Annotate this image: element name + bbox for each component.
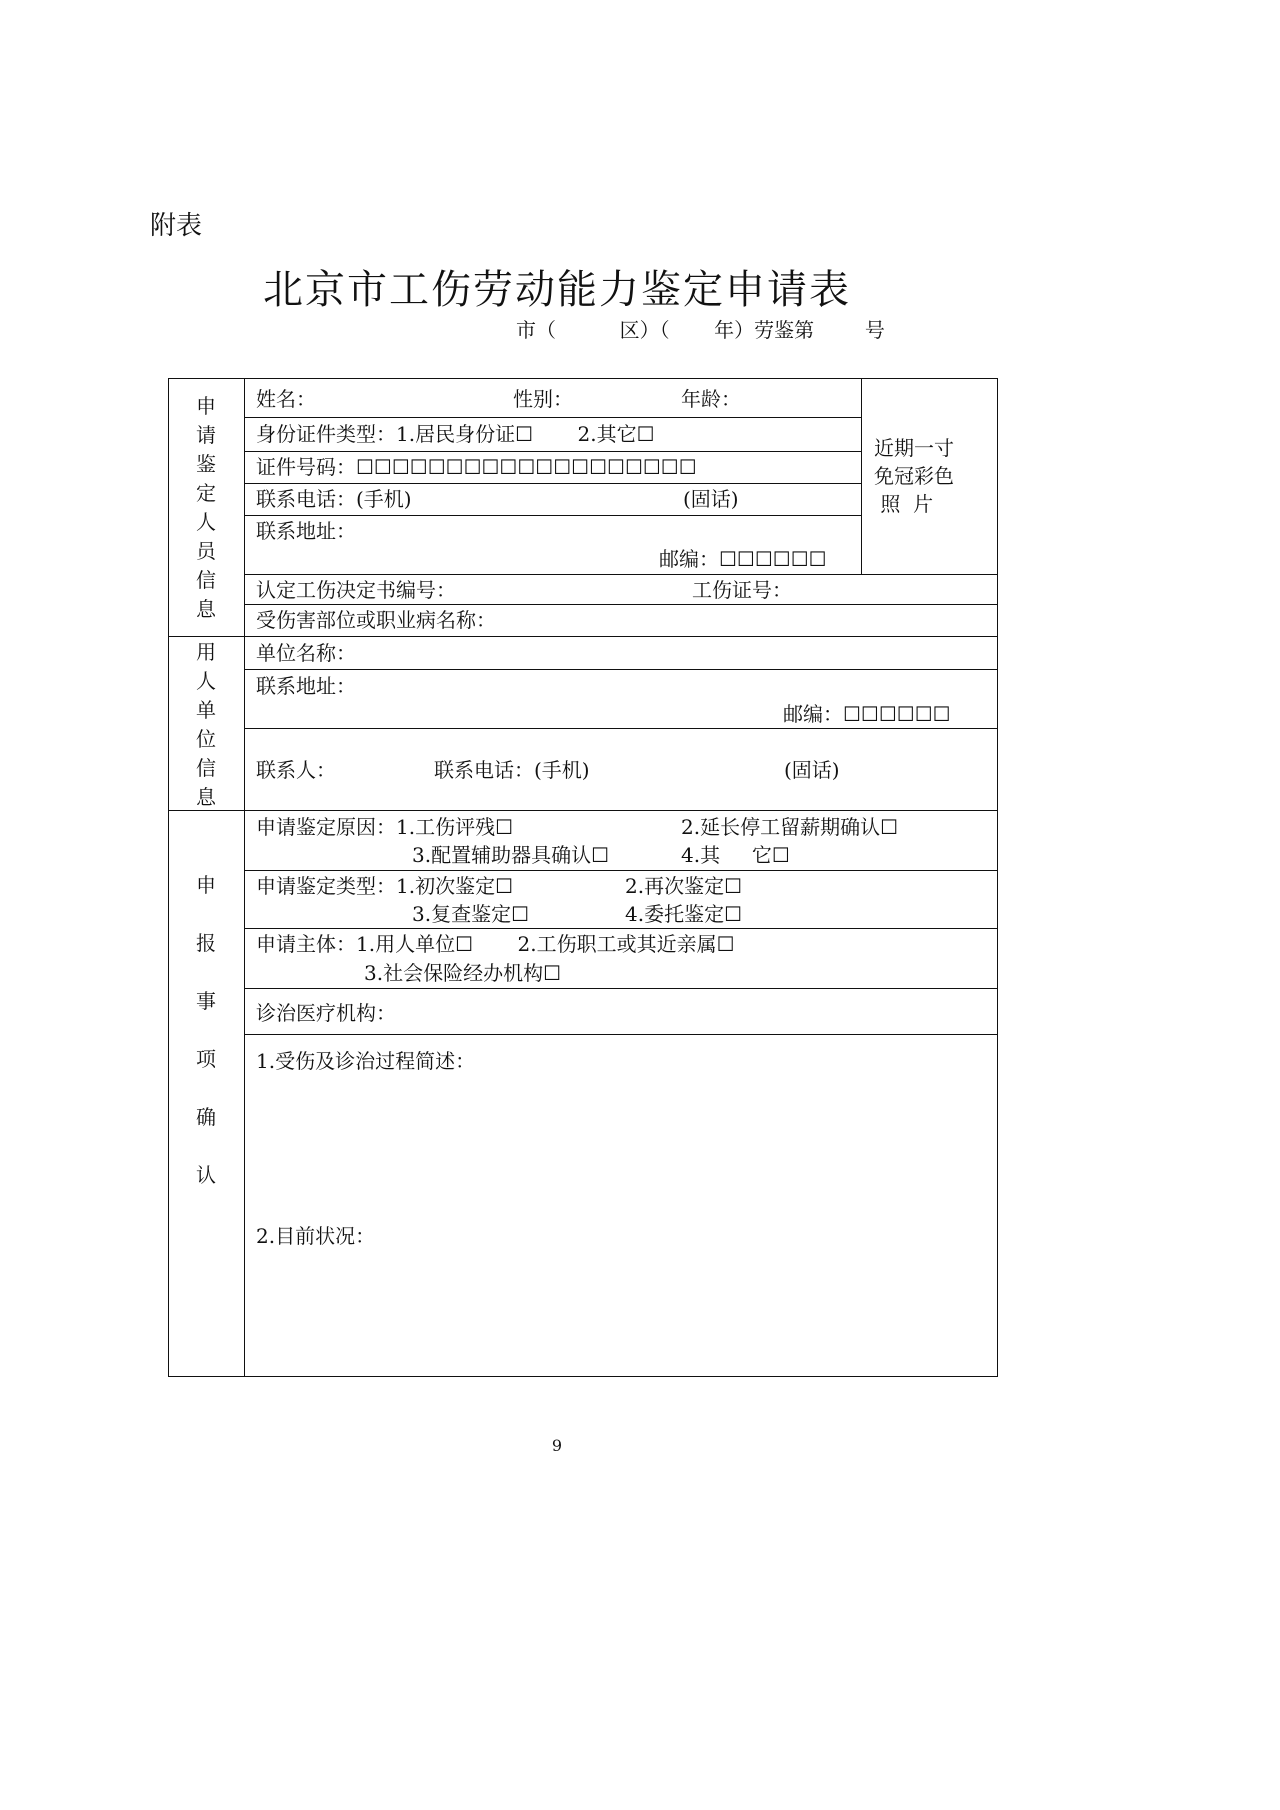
row-line <box>244 928 998 929</box>
subject-options-row-1[interactable]: 申请主体：1.用人单位☐ 2.工伤职工或其近亲属☐ <box>256 932 735 956</box>
injury-certificate-field[interactable]: 工伤证号： <box>692 578 792 602</box>
section-line <box>168 810 998 811</box>
row-line <box>244 1034 998 1035</box>
row-line <box>244 728 998 729</box>
applicant-mobile-field[interactable]: 联系电话：(手机) <box>256 487 412 511</box>
subject-option-3[interactable]: 3.社会保险经办机构☐ <box>364 961 562 985</box>
employer-address-field[interactable]: 联系地址： <box>256 674 356 698</box>
applicant-postcode-boxes[interactable]: 邮编：☐☐☐☐☐☐ <box>659 547 827 571</box>
id-type-options[interactable]: 身份证件类型：1.居民身份证☐ 2.其它☐ <box>256 422 655 446</box>
row-line <box>244 604 998 605</box>
applicant-gender-field[interactable]: 性别： <box>513 387 573 411</box>
injury-process-field[interactable]: 1.受伤及诊治过程简述： <box>256 1049 476 1073</box>
document-number-line: 市（ 区）（ 年）劳鉴第 号 <box>516 318 885 342</box>
medical-institution-field[interactable]: 诊治医疗机构： <box>256 1001 396 1025</box>
decision-number-field[interactable]: 认定工伤决定书编号： <box>256 578 456 602</box>
row-line <box>244 988 998 989</box>
attachment-label: 附表 <box>150 211 203 241</box>
id-number-boxes[interactable]: 证件号码：☐☐☐☐☐☐☐☐☐☐☐☐☐☐☐☐☐☐☐ <box>256 455 697 479</box>
section-label-applicant: 申请鉴定人员信息 <box>196 394 216 621</box>
reason-option-3[interactable]: 3.配置辅助器具确认☐ <box>412 843 610 867</box>
injury-part-field[interactable]: 受伤害部位或职业病名称： <box>256 608 496 632</box>
row-line <box>244 669 998 670</box>
applicant-age-field[interactable]: 年龄： <box>681 387 741 411</box>
unit-name-field[interactable]: 单位名称： <box>256 641 356 665</box>
reason-option-1[interactable]: 申请鉴定原因：1.工伤评残☐ <box>256 815 514 839</box>
page-number: 9 <box>551 1436 563 1455</box>
employer-postcode-boxes[interactable]: 邮编：☐☐☐☐☐☐ <box>783 702 951 726</box>
applicant-address-field[interactable]: 联系地址： <box>256 519 356 543</box>
row-line <box>244 574 998 575</box>
employer-landline-field[interactable]: (固话) <box>784 758 840 782</box>
photo-placeholder: 近期一寸 免冠彩色 照 片 <box>874 436 954 516</box>
section-label-matters: 申报事项确认 <box>196 873 216 1187</box>
employer-contact-field[interactable]: 联系人： <box>256 758 336 782</box>
row-line <box>244 483 861 484</box>
row-line <box>244 515 861 516</box>
type-option-1[interactable]: 申请鉴定类型：1.初次鉴定☐ <box>256 874 514 898</box>
row-line <box>244 417 861 418</box>
type-option-2[interactable]: 2.再次鉴定☐ <box>625 874 743 898</box>
reason-option-4[interactable]: 4.其 它☐ <box>681 843 790 867</box>
reason-option-2[interactable]: 2.延长停工留薪期确认☐ <box>681 815 899 839</box>
form-title: 北京市工伤劳动能力鉴定申请表 <box>263 267 851 313</box>
section-line <box>168 636 998 637</box>
section-label-employer: 用人单位信息 <box>196 640 216 809</box>
row-line <box>244 870 998 871</box>
applicant-landline-field[interactable]: (固话) <box>683 487 739 511</box>
type-option-4[interactable]: 4.委托鉴定☐ <box>625 902 743 926</box>
row-line <box>244 451 861 452</box>
applicant-name-field[interactable]: 姓名： <box>256 387 316 411</box>
employer-mobile-field[interactable]: 联系电话：(手机) <box>434 758 590 782</box>
photo-divider-vertical <box>861 378 862 574</box>
current-status-field[interactable]: 2.目前状况： <box>256 1224 376 1248</box>
type-option-3[interactable]: 3.复查鉴定☐ <box>412 902 530 926</box>
section-divider-vertical <box>244 378 245 1377</box>
